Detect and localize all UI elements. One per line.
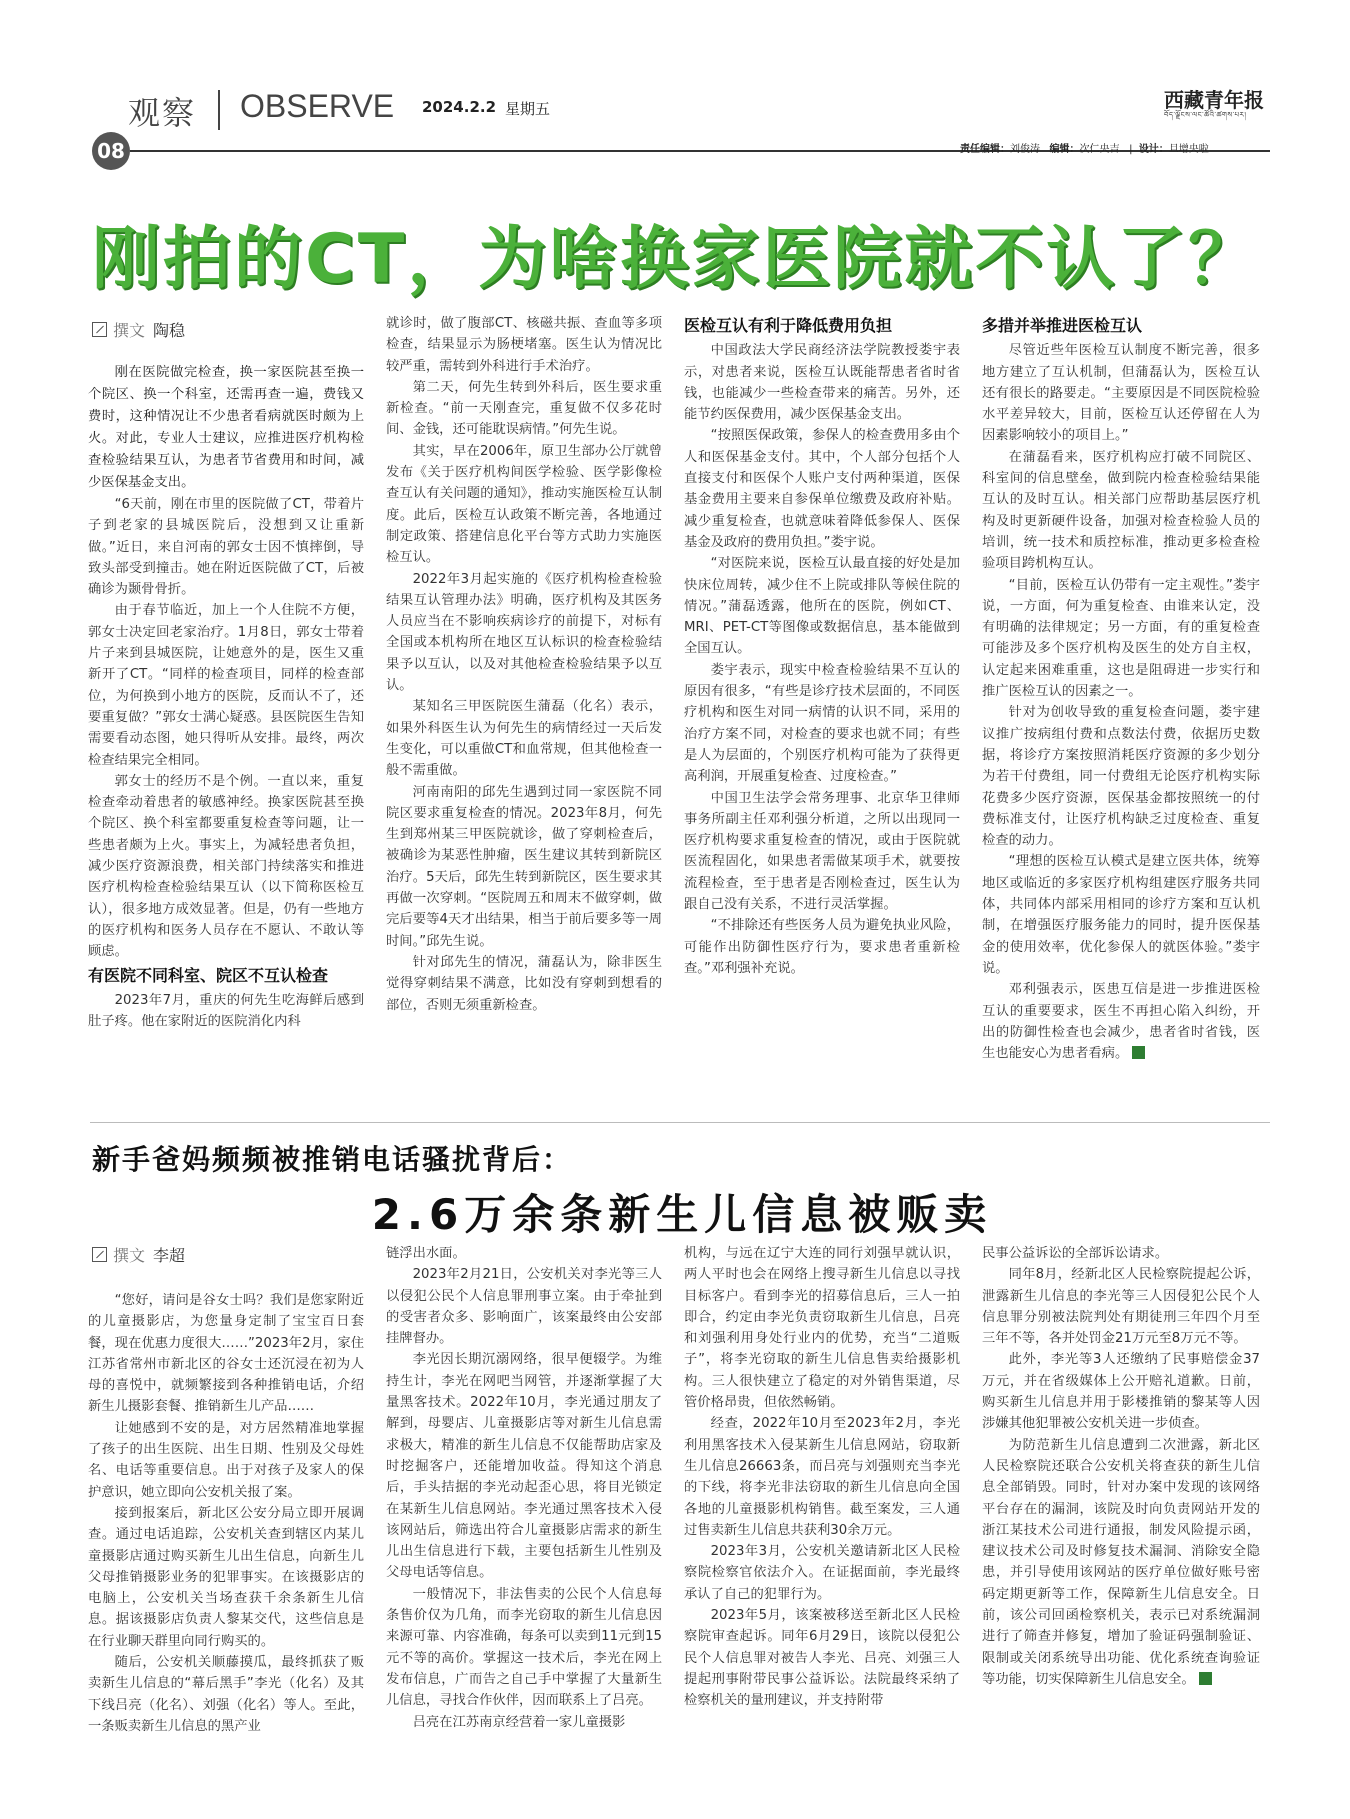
paragraph: 经查，2022年10月至2023年2月，李光利用黑客技术入侵某新生儿信息网站，窃取新生儿信息26663条，而吕亮与刘强则充当李光的下线，将李光非法窃取的新生儿信息向全国各地的儿童摄影机构销售。截至案发，三人通过售卖新生儿信息共获利30余万元。 (684, 1416, 960, 1538)
byline-author: 陶稳 (153, 321, 186, 340)
editor-label: 责任编辑： (960, 144, 1010, 155)
section-title-cn: 观察 (128, 94, 197, 132)
paragraph: 此外，李光等3人还缴纳了民事赔偿金37万元，并在省级媒体上公开赔礼道歉。日前，购买新生儿信息并用于影楼推销的黎某等人因涉嫌其他犯罪被公安机关进一步侦查。 (982, 1352, 1260, 1432)
article2-column-2 (386, 1243, 662, 1803)
article1-byline (92, 318, 185, 341)
paragraph: “不排除还有些医务人员为避免执业风险，可能作出防御性医疗行为，要求患者重新检查。”邓利强补充说。 (684, 918, 960, 976)
article2-column-1 (88, 1290, 364, 1800)
sub-editor-name: 次仁央吉 (1079, 144, 1120, 155)
section-title-en: OBSERVE (240, 88, 395, 124)
paragraph: 随后，公安机关顺藤摸瓜，最终抓获了贩卖新生儿信息的“幕后黑手”李光（化名）及其下线吕亮（化名）、刘强（化名）等人。至此，一条贩卖新生儿信息的黑产业 (88, 1655, 364, 1734)
paragraph: “您好，请问是谷女士吗？我们是您家附近的儿童摄影店，为您量身定制了宝宝百日套餐，现在优惠力度很大……”2023年2月，家住江苏省常州市新北区的谷女士还沉浸在初为人母的喜悦中，就频繁接到各种推销电话，介绍新生儿摄影套餐、推销新生儿产品…… (88, 1293, 364, 1415)
article1-final-paragraph: 邓利强表示，医患互信是进一步推进医检互认的重要要求，医生不再担心陷入纠纷，开出的防御性检查也会减少，患者省时省钱，医生也能安心为患者看病。 (982, 982, 1260, 1062)
paragraph: 同年8月，经新北区人民检察院提起公诉，泄露新生儿信息的李光等三人因侵犯公民个人信息罪分别被法院判处有期徒刑三年四个月至三年不等，各并处罚金21万元至8万元不等。 (982, 1267, 1260, 1347)
paragraph: 链浮出水面。 (386, 1246, 466, 1261)
paragraph: “目前，医检互认仍带有一定主观性。”娄宇说，一方面，何为重复检查、由谁来认定，没有明确的法律规定；另一方面，有的重复检查可能涉及多个医疗机构及医生的处方自主权，认定起来困难重重，这也是阻碍进一步实行和推广医检互认的因素之一。 (982, 577, 1260, 700)
paragraph: “按照医保政策，参保人的检查费用多由个人和医保基金支付。其中，个人部分包括个人直接支付和医保个人账户支付两种渠道，医保基金费用主要来自参保单位缴费及政府补贴。减少重复检查，也就意味着降低参保人、医保基金及政府的费用负担。”娄宇说。 (684, 428, 960, 550)
paragraph: 其实，早在2006年，原卫生部办公厅就曾发布《关于医疗机构间医学检验、医学影像检查互认有关问题的通知》，推动实施医检互认制度。此后，医检互认政策不断完善，各地通过制定政策、搭建信息化平台等方式助力实施医检互认。 (386, 443, 662, 566)
article1-column-3 (684, 313, 960, 1083)
paragraph: 2023年5月，该案被移送至新北区人民检察院审查起诉。同年6月29日，该院以侵犯公民个人信息罪对被告人李光、吕亮、刘强三人提起刑事附带民事公益诉讼。法院最终采纳了检察机关的量刑建议，并支持附带 (684, 1608, 960, 1709)
paragraph: “理想的医检互认模式是建立医共体，统筹地区或临近的多家医疗机构组建医疗服务共同体，共同体内部采用相同的诊疗方案和互认机制，在增强医疗服务能力的同时，提升医保基金的使用效率，优化参保人的就医体验。”娄宇说。 (982, 854, 1260, 976)
paragraph: 针对为创收导致的重复检查问题，娄宇建议推广按病组付费和点数法付费，依据历史数据，将诊疗方案按照消耗医疗资源的多少划分为若干付费组，同一付费组无论医疗机构实际花费多少医疗资源，医保基金都按照统一的付费标准支付，让医疗机构缺乏过度检查、重复检查的动力。 (982, 705, 1260, 849)
article1-column-1 (88, 362, 364, 1082)
paragraph: 娄宇表示，现实中检查检验结果不互认的原因有很多，“有些是诊疗技术层面的，不同医疗机构和医生对同一病情的认识不同，采用的治疗方案不同，对检查的要求也就不同；有些是人为层面的，个别医疗机构可能为了获得更高利润，开展重复检查、过度检查。” (684, 662, 960, 785)
newspaper-logo: 西藏青年报 (1164, 88, 1264, 112)
paragraph: 中国政法大学民商经济法学院教授娄宇表示，对患者来说，医检互认既能帮患者省时省钱，也能减少一些检查带来的痛苦。另外，还能节约医保费用，减少医保基金支出。 (684, 343, 960, 423)
paragraph: 一般情况下，非法售卖的公民个人信息每条售价仅为几角，而李光窃取的新生儿信息因来源可靠、内容准确，每条可以卖到11元到15元不等的高价。掌握这一技术后，李光在网上发布信息，广而告之自己手中掌握了大量新生儿信息，寻找合作伙伴，因而联系上了吕亮。 (386, 1586, 662, 1709)
byline-label: 撰文 (113, 1246, 146, 1265)
article1-subhead-3: 多措并举推进医检互认 (982, 316, 1143, 335)
paragraph: 民事公益诉讼的全部诉讼请求。 (982, 1246, 1169, 1261)
article1-lead: 刚在医院做完检查，换一家医院甚至换一个院区、换一个科室，还需再查一遍，费钱又费时，这种情况让不少患者看病就医时颇为上火。对此，专业人士建议，应推进医疗机构检查检验结果互认，为患者节省费用和时间，减少医保基金支出。 (88, 365, 364, 490)
article1-headline: 刚拍的CT，为啥换家医院就不认了？ (92, 220, 1260, 299)
paragraph: 尽管近些年医检互认制度不断完善，很多地方建立了互认机制，但蒲磊认为，医检互认还有很长的路要走。“主要原因是不同医院检验水平差异较大，目前，医检互认还停留在人为因素影响较小的项目上。” (982, 343, 1260, 444)
article-separator (90, 1122, 1270, 1123)
sub-editor-label: 编辑： (1049, 144, 1080, 155)
article1-subhead-1: 有医院不同科室、院区不互认检查 (88, 965, 329, 985)
designer-name: 旦增央啦 (1168, 144, 1209, 155)
paragraph: 李光因长期沉溺网络，很早便辍学。为维持生计，李光在网吧当网管，并逐渐掌握了大量黑客技术。2022年10月，李光通过朋友了解到，母婴店、儿童摄影店等对新生儿信息需求极大，精准的新生儿信息不仅能帮助店家及时挖掘客户，还能增加收益。得知这个消息后，手头拮据的李光动起歪心思，将目光锁定在某新生儿信息网站。李光通过黑客技术入侵该网站后，筛选出符合儿童摄影店需求的新生儿出生信息进行下载，主要包括新生儿性别及父母电话等信息。 (386, 1352, 662, 1581)
end-mark-icon (1132, 1046, 1145, 1059)
paragraph: 郭女士的经历不是个例。一直以来，重复检查牵动着患者的敏感神经。换家医院甚至换个院区、换个科室都要重复检查等问题，让一些患者颇为上火。事实上，为减轻患者负担，减少医疗资源浪费，相关部门持续落实和推进医疗机构检查检验结果互认（以下简称医检互认），很多地方成效显著。但是，仍有一些地方的医疗机构和医务人员存在不愿认、不敢认等顾虑。 (88, 773, 364, 960)
header-divider (218, 90, 220, 130)
paragraph: “6天前，刚在市里的医院做了CT，带着片子到老家的县城医院后，没想到又让重新做。”近日，来自河南的郭女士因不慎摔倒，导致头部受到撞击。她在附近医院做了CT，后被确诊为颞骨骨折。 (88, 497, 364, 598)
paragraph: 让她感到不安的是，对方居然精准地掌握了孩子的出生医院、出生日期、性别及父母姓名、电话等重要信息。出于对孩子及家人的保护意识，她立即向公安机关报了案。 (88, 1420, 364, 1500)
article1-subhead-2: 医检互认有利于降低费用负担 (684, 316, 893, 335)
issue-weekday: 星期五 (505, 100, 551, 118)
editor-name: 刘俊涛 (1010, 144, 1040, 155)
article2-column-3 (684, 1243, 960, 1803)
end-mark-icon (1199, 1672, 1212, 1685)
paragraph: 针对邱先生的情况，蒲磊认为，除非医生觉得穿刺结果不满意，比如没有穿刺到想看的部位，否则无须重新检查。 (386, 954, 662, 1013)
paragraph: 2022年3月起实施的《医疗机构检查检验结果互认管理办法》明确，医疗机构及其医务人员应当在不影响疾病诊疗的前提下，对标有全国或本机构所在地区互认标识的检查检验结果予以互认，以及对其他检查检验结果予以互认。 (386, 571, 662, 694)
article2-headline: 2.6万余条新生儿信息被贩卖 (371, 1190, 993, 1239)
article1-column-2 (386, 313, 662, 1083)
paragraph: 接到报案后，新北区公安分局立即开展调查。通过电话追踪，公安机关查到辖区内某儿童摄影店通过购买新生儿出生信息，向新生儿父母推销摄影业务的犯罪事实。在该摄影店的电脑上，公安机关当场查获千余条新生儿信息。据该摄影店负责人黎某交代，这些信息是在行业聊天群里向同行购买的。 (88, 1505, 364, 1649)
paragraph: 就诊时，做了腹部CT、核磁共振、查血等多项检查，结果显示为肠梗堵塞。医生认为情况比较严重，需转到外科进行手术治疗。 (386, 316, 662, 374)
article2-column-4 (982, 1243, 1260, 1803)
newspaper-logo-subtitle: བོད་ལྗོངས་ལང་ཚོའི་ཚགས་པར། (1164, 111, 1247, 119)
pen-icon (92, 1247, 107, 1262)
paragraph: 2023年7月，重庆的何先生吃海鲜后感到肚子疼。他在家附近的医院消化内科 (88, 992, 364, 1030)
paragraph: 第二天，何先生转到外科后，医生要求重新检查。“前一天刚查完，重复做不仅多花时间、金钱，还可能耽误病情。”何先生说。 (386, 379, 662, 438)
paragraph: 吕亮在江苏南京经营着一家儿童摄影 (412, 1714, 626, 1730)
issue-date: 2024.2.2 (422, 98, 497, 116)
paragraph (982, 1435, 1260, 1691)
page-number-badge: 08 (92, 132, 130, 170)
byline-label: 撰文 (113, 321, 146, 340)
paragraph: “对医院来说，医检互认最直接的好处是加快床位周转，减少住不上院或排队等候住院的情况。”蒲磊透露，他所在的医院，例如CT、MRI、PET-CT等图像或数据信息，基本能做到全国互认。 (684, 556, 960, 657)
paragraph: 河南南阳的邱先生遇到过同一家医院不同院区要求重复检查的情况。2023年8月，何先生到郑州某三甲医院就诊，做了穿刺检查后，被确诊为某恶性肿瘤，医生建议其转到新院区治疗。5天后，邱先生转到新院区，医生要求其再做一次穿刺。“医院周五和周末不做穿刺，做完后要等4天才出结果，相当于前后要多等一周时间。”邱先生说。 (386, 784, 662, 949)
paragraph: 由于春节临近，加上一个人住院不方便，郭女士决定回老家治疗。1月8日，郭女士带着片子来到县城医院，让她意外的是，医生又重新开了CT。“同样的检查项目，同样的检查部位，为何换到小地方的医院，反而认不了，还要重复做？”郭女士满心疑惑。县医院医生告知需要看动态图，她只得听从安排。最终，两次检查结果完全相同。 (88, 603, 364, 768)
paragraph: 机构，与远在辽宁大连的同行刘强早就认识，两人平时也会在网络上搜寻新生儿信息以寻找目标客户。看到李光的招募信息后，三人一拍即合，约定由李光负责窃取新生儿信息，吕亮和刘强利用身处行业内的优势，充当“二道贩子”，将李光窃取的新生儿信息售卖给摄影机构。三人很快建立了稳定的对外销售渠道，尽管价格昂贵，但依然畅销。 (684, 1246, 960, 1411)
paragraph: 某知名三甲医院医生蒲磊（化名）表示，如果外科医生认为何先生的病情经过一天后发生变化，可以重做CT和血常规，但其他检查一般不需重做。 (386, 699, 662, 779)
paragraph (982, 979, 1260, 1064)
editorial-credits: 责任编辑：刘俊涛 编辑：次仁央吉 | 设计：旦增央啦 (960, 144, 1209, 155)
pen-icon (92, 322, 107, 337)
paragraph: 中国卫生法学会常务理事、北京华卫律师事务所副主任邓利强分析道，之所以出现同一医疗机构要求重复检查的情况，或由于医院就医流程固化，如果患者需做某项手术，就要按流程检查，至于患者是否刚检查过，医生认为跟自己没有关系，不进行灵活掌握。 (684, 790, 960, 913)
paragraph: 2023年3月，公安机关邀请新北区人民检察院检察官依法介入。在证据面前，李光最终承认了自己的犯罪行为。 (684, 1544, 960, 1602)
byline-author: 李超 (153, 1246, 186, 1265)
designer-label: 设计： (1138, 144, 1169, 155)
article2-final-paragraph: 为防范新生儿信息遭到二次泄露，新北区人民检察院还联合公安机关将查获的新生儿信息全部销毁。同时，针对办案中发现的该网络平台存在的漏洞，该院及时向负责网站开发的浙江某技术公司进行通报，制发风险提示函，建议技术公司及时修复技术漏洞、消除安全隐患，并引导使用该网站的医疗单位做好账号密码定期更新等工作，保障新生儿信息安全。日前，该公司回函检察机关，表示已对系统漏洞进行了筛查并修复，增加了验证码强制验证、限制或关闭系统导出功能、优化系统查询验证等功能，切实保障新生儿信息安全。 (982, 1437, 1260, 1687)
article2-kicker: 新手爸妈频频被推销电话骚扰背后： (92, 1143, 573, 1176)
paragraph: 在蒲磊看来，医疗机构应打破不同院区、科室间的信息壁垒，做到院内检查检验结果能互认的及时互认。相关部门应帮助基层医疗机构及时更新硬件设备，加强对检查检验人员的培训，统一技术和质控标准，推动更多检查检验项目跨机构互认。 (982, 449, 1260, 572)
paragraph: 2023年2月21日，公安机关对李光等三人以侵犯公民个人信息罪刑事立案。由于牵扯到的受害者众多、影响面广，该案最终由公安部挂牌督办。 (386, 1267, 662, 1347)
article1-column-4 (982, 313, 1260, 1083)
article2-byline (92, 1243, 185, 1266)
